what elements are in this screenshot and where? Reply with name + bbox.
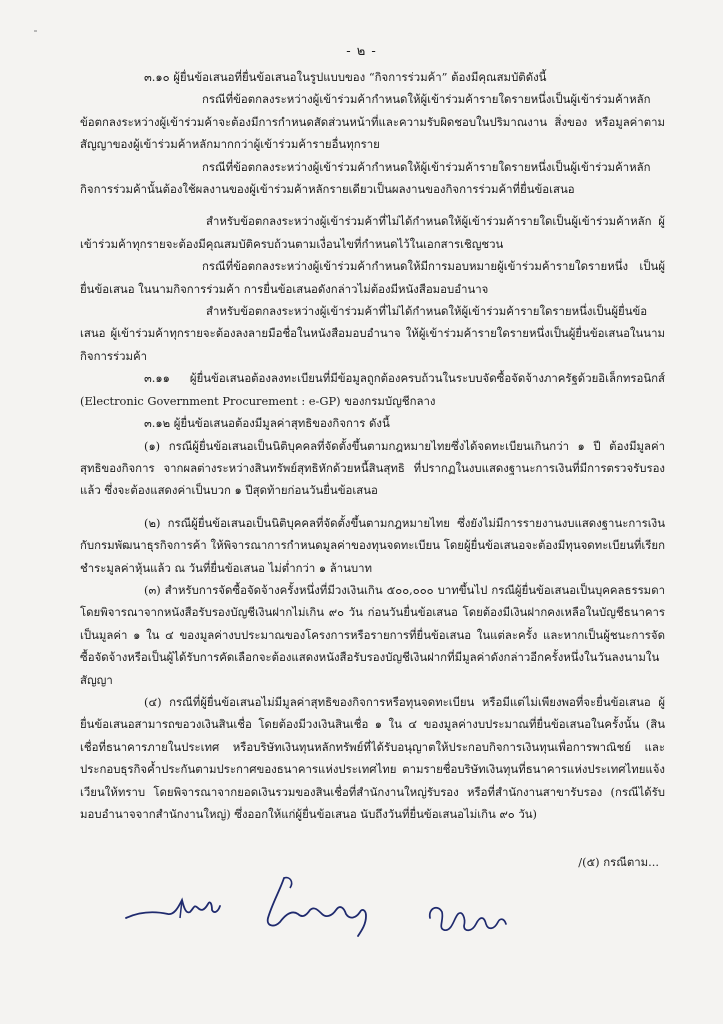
clause-3-12-item-4: (๔) กรณีที่ผู้ยื่นข้อเสนอไม่มีมูลค่าสุทธิของกิจการหรือทุนจดทะเบียน หรือมีแต่ไม่เพียงพอที่จะยื่นข้อเสนอ ผู้ยื่นข้อเสนอสามารถขอวงเงินสินเชื่อ โดยต้องมีวงเงินสินเชื่อ ๑ ใน ๔ ของมูลค่างบประมาณที่ยื่นข้อเสนอในครั้งนั้น (สินเชื่อที่ธนาคารภายในประเทศ หรือบริษัทเงินทุนหลักทรัพย์ที่ได้รับอนุญาตให้ประกอบกิจการเงินทุนเพื่อการพาณิชย์ และประกอบธุรกิจค้ำประกันตามประกาศของธนาคารแห่งประเทศไทย ตามรายชื่อบริษัทเงินทุนที่ธนาคารแห่งประเทศไทยแจ้งเวียนให้ทราบ โดยพิจารณาจากยอดเงินรวมของสินเชื่อที่สำนักงานใหญ่รับรอง หรือที่สำนักงานสาขารับรอง (กรณีได้รับมอบอำนาจจากสำนักงานใหญ่) ซึ่งออกให้แก่ผู้ยื่นข้อเสนอ นับถึงวันที่ยื่นข้อเสนอไม่เกิน ๙๐ วัน) [80,694,665,821]
paragraph-no-lead-partner: สำหรับข้อตกลงระหว่างผู้เข้าร่วมค้าที่ไม่ได้กำหนดให้ผู้เข้าร่วมค้ารายใดเป็นผู้เข้าร่วมค้าหลัก ผู้เข้าร่วมค้าทุกรายจะต้องมีคุณสมบัติครบถ้วนตามเงื่อนไขที่กำหนดไว้ในเอกสารเชิญชวน [80,214,665,251]
clause-3-12-item-2: (๒) กรณีผู้ยื่นข้อเสนอเป็นนิติบุคคลที่จัดตั้งขึ้นตามกฎหมายไทย ซึ่งยังไม่มีการรายงานงบแสดงฐานะการเงินกับกรมพัฒนาธุรกิจการค้า ให้พิจารณาการกำหนดมูลค่าของทุนจดทะเบียน โดยผู้ยื่นข้อเสนอจะต้องมีทุนจดทะเบียนที่เรียกชำระมูลค่าหุ้นแล้ว ณ วันที่ยื่นข้อเสนอ ไม่ต่ำกว่า ๑ ล้านบาท [80,515,665,575]
paragraph-power-of-attorney: สำหรับข้อตกลงระหว่างผู้เข้าร่วมค้าที่ไม่ได้กำหนดให้ผู้เข้าร่วมค้ารายใดรายหนึ่งเป็นผู้ยื่นข้อเสนอ ผู้เข้าร่วมค้าทุกรายจะต้องลงลายมือชื่อในหนังสือมอบอำนาจ ให้ผู้เข้าร่วมค้ารายใดรายหนึ่งเป็นผู้ยื่นข้อเสนอในนามกิจการร่วมค้า [80,304,665,363]
signature-2-icon [254,870,404,940]
document-body [80,66,665,825]
paragraph-assigned-bidder: กรณีที่ข้อตกลงระหว่างผู้เข้าร่วมค้ากำหนดให้มีการมอบหมายผู้เข้าร่วมค้ารายใดรายหนึ่ง เป็นผู้ยื่นข้อเสนอ ในนามกิจการร่วมค้า การยื่นข้อเสนอดังกล่าวไม่ต้องมีหนังสือมอบอำนาจ [80,259,665,296]
scan-speck [34,30,37,32]
clause-3-11-egp: ๓.๑๑ ผู้ยื่นข้อเสนอต้องลงทะเบียนที่มีข้อมูลถูกต้องครบถ้วนในระบบจัดซื้อจัดจ้างภาครัฐด้วยอิเล็กทรอนิกส์ (Electronic Government Procurement : e-GP) ของกรมบัญชีกลาง [80,371,665,408]
page-number: - ๒ - [346,44,377,59]
clause-3-12-item-1: (๑) กรณีผู้ยื่นข้อเสนอเป็นนิติบุคคลที่จัดตั้งขึ้นตามกฎหมายไทยซึ่งได้จดทะเบียนเกินกว่า ๑ ปี ต้องมีมูลค่าสุทธิของกิจการ จากผลต่างระหว่างสินทรัพย์สุทธิหักด้วยหนี้สินสุทธิ ที่ปรากฏในงบแสดงฐานะการเงินที่มีการตรวจรับรองแล้ว ซึ่งจะต้องแสดงค่าเป็นบวก ๑ ปีสุดท้ายก่อนวันยื่นข้อเสนอ [80,438,665,498]
clause-3-12-item-3: (๓) สำหรับการจัดซื้อจัดจ้างครั้งหนึ่งที่มีวงเงินเกิน ๕๐๐,๐๐๐ บาทขึ้นไป กรณีผู้ยื่นข้อเสนอเป็นบุคคลธรรมดา โดยพิจารณาจากหนังสือรับรองบัญชีเงินฝากไม่เกิน ๙๐ วัน ก่อนวันยื่นข้อเสนอ โดยต้องมีเงินฝากคงเหลือในบัญชีธนาคารเป็นมูลค่า ๑ ใน ๔ ของมูลค่างบประมาณของโครงการหรือรายการที่ยื่นข้อเสนอ ในแต่ละครั้ง และหากเป็นผู้ชนะการจัดซื้อจัดจ้างหรือเป็นผู้ได้รับการคัดเลือกจะต้องแสดงหนังสือรับรองบัญชีเงินฝากที่มีมูลค่าดังกล่าวอีกครั้งหนึ่งในวันลงนามในสัญญา [80,582,665,687]
paragraph-lead-partner-responsibility: กรณีที่ข้อตกลงระหว่างผู้เข้าร่วมค้ากำหนดให้ผู้เข้าร่วมค้ารายใดรายหนึ่งเป็นผู้เข้าร่วมค้าหลัก ข้อตกลงระหว่างผู้เข้าร่วมค้าจะต้องมีการกำหนดสัดส่วนหน้าที่และความรับผิดชอบในปริมาณงาน สิ่งของ หรือมูลค่าตามสัญญาของผู้เข้าร่วมค้าหลักมากกว่าผู้เข้าร่วมค้ารายอื่นทุกราย [80,92,665,152]
continuation-note: /(๕) กรณีตาม... [578,855,659,869]
clause-3-10-heading: ๓.๑๐ ผู้ยื่นข้อเสนอที่ยื่นข้อเสนอในรูปแบบของ “กิจการร่วมค้า” ต้องมีคุณสมบัติดังนี้ [144,70,547,84]
clause-3-12-heading: ๓.๑๒ ผู้ยื่นข้อเสนอต้องมีมูลค่าสุทธิของกิจการ ดังนี้ [144,416,390,431]
signature-area [124,870,584,950]
signature-1-icon [124,878,244,928]
signature-3-icon [424,888,534,938]
paragraph-lead-partner-experience: กรณีที่ข้อตกลงระหว่างผู้เข้าร่วมค้ากำหนดให้ผู้เข้าร่วมค้ารายใดรายหนึ่งเป็นผู้เข้าร่วมค้าหลัก กิจการร่วมค้านั้นต้องใช้ผลงานของผู้เข้าร่วมค้าหลักรายเดียวเป็นผลงานของกิจการร่วมค้าที่ยื่นข้อเสนอ [80,159,651,197]
